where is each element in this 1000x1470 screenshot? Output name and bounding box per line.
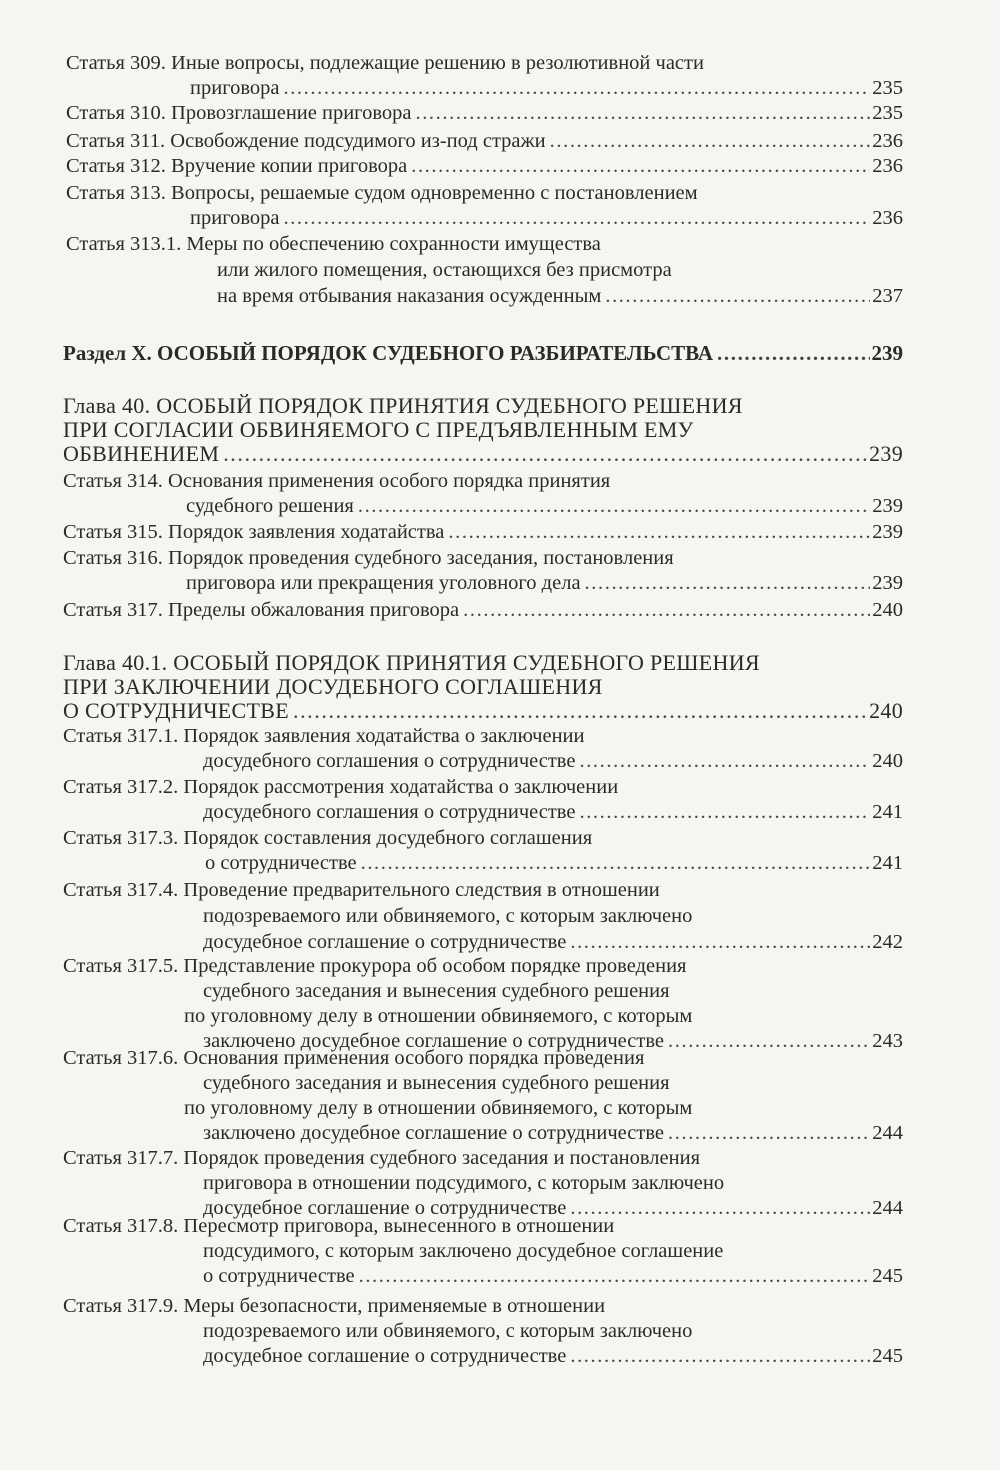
dot-leader [223, 441, 867, 467]
toc-entry-number: Статья 315. [63, 521, 163, 543]
page-number: 244 [872, 1122, 903, 1144]
toc-line [205, 850, 903, 876]
toc-line [203, 1070, 670, 1096]
toc-entry-number: Глава 40. [63, 393, 151, 418]
toc-line [63, 953, 686, 979]
toc-line [66, 231, 601, 257]
page-number: 236 [872, 207, 903, 229]
toc-entry-title: ПРИ СОГЛАСИИ ОБВИНЯЕМОГО С ПРЕДЪЯВЛЕННЫМ ЕМУ [63, 417, 694, 442]
toc-entry-number: Статья 317.1. [63, 725, 179, 747]
toc-entry-number: Глава 40.1. [63, 650, 168, 675]
toc-line [184, 1095, 692, 1121]
toc-line [203, 1238, 723, 1264]
toc-entry-number: Статья 317.2. [63, 776, 179, 798]
toc-line [203, 799, 903, 825]
toc-entry-title: по уголовному делу в отношении обвиняемого, с которым [184, 1097, 693, 1119]
toc-entry-title: Порядок заявления ходатайства о заключении [183, 725, 585, 747]
dot-leader [550, 128, 871, 154]
toc-entry-title: или жилого помещения, остающихся без присмотра [217, 259, 672, 281]
toc-entry-title: приговора [190, 77, 280, 99]
toc-entry-title: досудебного соглашения о сотрудничестве [203, 801, 576, 823]
dot-leader [358, 493, 870, 519]
toc-entry-title: досудебное соглашение о сотрудничестве [203, 1345, 567, 1367]
toc-entry-title: досудебное соглашение о сотрудничестве [203, 931, 567, 953]
page-number: 245 [872, 1265, 903, 1287]
dot-leader [359, 1263, 871, 1289]
toc-entry-title: Провозглашение приговора [171, 102, 412, 124]
toc-line [190, 205, 903, 231]
toc-line [63, 545, 674, 571]
toc-entry-title: Порядок составления досудебного соглашения [183, 827, 593, 849]
toc-entry-title: подозреваемого или обвиняемого, с которым заключено [203, 1320, 693, 1342]
toc-entry-number: Статья 313.1. [66, 233, 182, 255]
toc-entry-title: о сотрудничестве [203, 1265, 355, 1287]
toc-line [63, 597, 903, 623]
toc-line [63, 393, 743, 419]
page-number: 240 [872, 750, 903, 772]
dot-leader [570, 1343, 870, 1369]
dot-leader [463, 597, 870, 623]
dot-leader [411, 153, 870, 179]
page-number: 235 [872, 77, 903, 99]
dot-leader [579, 799, 870, 825]
toc-entry-title: Освобождение подсудимого из-под стражи [170, 130, 546, 152]
toc-entry-title: по уголовному делу в отношении обвиняемого, с которым [184, 1005, 693, 1027]
dot-leader [570, 1195, 870, 1221]
toc-entry-title: подсудимого, с которым заключено досудебное соглашение [203, 1240, 724, 1262]
page-number: 236 [872, 155, 903, 177]
dot-leader [579, 748, 870, 774]
dot-leader [448, 519, 870, 545]
toc-entry-number: Статья 317.4. [63, 879, 179, 901]
dot-leader [668, 1028, 870, 1054]
page-number: 240 [872, 599, 903, 621]
toc-line [63, 1293, 605, 1319]
dot-leader [585, 570, 871, 596]
toc-entry-title: приговора в отношении подсудимого, с которым заключено [203, 1172, 725, 1194]
toc-line [203, 1120, 903, 1146]
dot-leader [570, 929, 870, 955]
page-number: 239 [871, 341, 903, 365]
toc-entry-title: ОСОБЫЙ ПОРЯДОК ПРИНЯТИЯ СУДЕБНОГО РЕШЕНИЯ [173, 650, 760, 675]
page-number: 241 [872, 801, 903, 823]
toc-line [63, 468, 610, 494]
page-number: 239 [872, 521, 903, 543]
toc-entry-title: Меры по обеспечению сохранности имущества [186, 233, 601, 255]
toc-line [63, 698, 903, 724]
toc-line [186, 493, 903, 519]
toc-entry-title: о сотрудничестве [205, 852, 357, 874]
toc-entry-title: приговора или прекращения уголовного дела [186, 572, 581, 594]
toc-line [63, 825, 592, 851]
toc-line [203, 978, 670, 1004]
toc-entry-title: Основания применения особого порядка принятия [168, 470, 611, 492]
page-number: 239 [872, 572, 903, 594]
toc-entry-title: судебного заседания и вынесения судебного решения [203, 1072, 670, 1094]
dot-leader [717, 340, 869, 366]
toc-line [184, 1003, 692, 1029]
toc-entry-title: О СОТРУДНИЧЕСТВЕ [63, 698, 289, 723]
toc-entry-title: Порядок проведения судебного заседания, постановления [168, 547, 674, 569]
toc-entry-title: Вопросы, решаемые судом одновременно с постановлением [171, 182, 698, 204]
toc-entry-number: Раздел X. [63, 341, 152, 365]
toc-line [63, 417, 694, 443]
page-number: 235 [872, 102, 903, 124]
toc-entry-number: Статья 317.6. [63, 1047, 179, 1069]
toc-line [203, 1343, 903, 1369]
dot-leader [293, 698, 867, 724]
toc-entry-number: Статья 317.9. [63, 1295, 179, 1317]
toc-entry-title: приговора [190, 207, 280, 229]
toc-line [66, 153, 903, 179]
toc-entry-title: судебного заседания и вынесения судебного решения [203, 980, 670, 1002]
dot-leader [415, 100, 870, 126]
toc-entry-number: Статья 310. [66, 102, 166, 124]
toc-line [203, 1263, 903, 1289]
page-number: 240 [869, 698, 903, 723]
toc-line [203, 903, 692, 929]
toc-line [66, 50, 704, 76]
toc-entry-title: Порядок проведения судебного заседания и постановления [183, 1147, 701, 1169]
toc-line [63, 877, 660, 903]
toc-line [63, 774, 618, 800]
toc-line [66, 100, 903, 126]
toc-entry-title: ПРИ ЗАКЛЮЧЕНИИ ДОСУДЕБНОГО СОГЛАШЕНИЯ [63, 674, 603, 699]
toc-line [63, 340, 903, 366]
toc-line [66, 128, 903, 154]
toc-entry-title: Пределы обжалования приговора [168, 599, 460, 621]
toc-entry-title: подозреваемого или обвиняемого, с которым заключено [203, 905, 693, 927]
toc-entry-number: Статья 317.8. [63, 1215, 179, 1237]
page-number: 241 [872, 852, 903, 874]
toc-entry-title: ОСОБЫЙ ПОРЯДОК ПРИНЯТИЯ СУДЕБНОГО РЕШЕНИЯ [156, 393, 743, 418]
page-number: 239 [872, 495, 903, 517]
toc-line [63, 650, 760, 676]
dot-leader [283, 205, 870, 231]
toc-line [190, 75, 903, 101]
page-number: 243 [872, 1030, 903, 1052]
toc-entry-number: Статья 313. [66, 182, 166, 204]
dot-leader [668, 1120, 870, 1146]
toc-line [186, 570, 903, 596]
toc-entry-title: Меры безопасности, применяемые в отношении [183, 1295, 606, 1317]
toc-line [217, 283, 903, 309]
toc-line [63, 1145, 700, 1171]
toc-entry-number: Статья 317.7. [63, 1147, 179, 1169]
toc-entry-title: заключено досудебное соглашение о сотрудничестве [203, 1122, 665, 1144]
toc-entry-number: Статья 317.3. [63, 827, 179, 849]
toc-line [203, 1318, 692, 1344]
toc-line [63, 674, 603, 700]
toc-line [66, 180, 698, 206]
page-number: 242 [872, 931, 903, 953]
toc-line [203, 748, 903, 774]
page-number: 237 [872, 285, 903, 307]
toc-entry-title: Порядок заявления ходатайства [168, 521, 445, 543]
toc-entry-number: Статья 316. [63, 547, 163, 569]
toc-entry-number: Статья 317. [63, 599, 163, 621]
page-number: 236 [872, 130, 903, 152]
toc-entry-title: досудебного соглашения о сотрудничестве [203, 750, 576, 772]
toc-line [63, 441, 903, 467]
toc-entry-title: Представление прокурора об особом порядке проведения [183, 955, 687, 977]
toc-line [63, 1213, 614, 1239]
toc-entry-number: Статья 309. [66, 52, 166, 74]
toc-line [203, 929, 903, 955]
toc-line [63, 1045, 644, 1071]
toc-entry-title: Основания применения особого порядка проведения [183, 1047, 645, 1069]
page-number: 244 [872, 1197, 903, 1219]
toc-line [63, 723, 585, 749]
toc-entry-number: Статья 311. [66, 130, 166, 152]
toc-entry-number: Статья 314. [63, 470, 163, 492]
toc-entry-title: Иные вопросы, подлежащие решению в резолютивной части [171, 52, 704, 74]
toc-entry-number: Статья 312. [66, 155, 166, 177]
toc-entry-title: заключено досудебное соглашение о сотрудничестве [203, 1030, 665, 1052]
toc-entry-title: на время отбывания наказания осужденным [217, 285, 602, 307]
toc-line [217, 257, 672, 283]
toc-entry-title: Проведение предварительного следствия в отношении [183, 879, 660, 901]
toc-entry-number: Статья 317.5. [63, 955, 179, 977]
page-number: 245 [872, 1345, 903, 1367]
toc-entry-title: досудебное соглашение о сотрудничестве [203, 1197, 567, 1219]
toc-entry-title: судебного решения [186, 495, 354, 517]
dot-leader [283, 75, 870, 101]
toc-entry-title: Вручение копии приговора [171, 155, 408, 177]
toc-entry-title: Порядок рассмотрения ходатайства о заключении [183, 776, 619, 798]
toc-entry-title: Пересмотр приговора, вынесенного в отношении [183, 1215, 615, 1237]
toc-line [63, 519, 903, 545]
toc-line [203, 1170, 724, 1196]
dot-leader [361, 850, 871, 876]
page-number: 239 [869, 441, 903, 466]
dot-leader [605, 283, 870, 309]
toc-entry-title: ОБВИНЕНИЕМ [63, 441, 220, 466]
toc-entry-title: ОСОБЫЙ ПОРЯДОК СУДЕБНОГО РАЗБИРАТЕЛЬСТВА [157, 341, 714, 365]
